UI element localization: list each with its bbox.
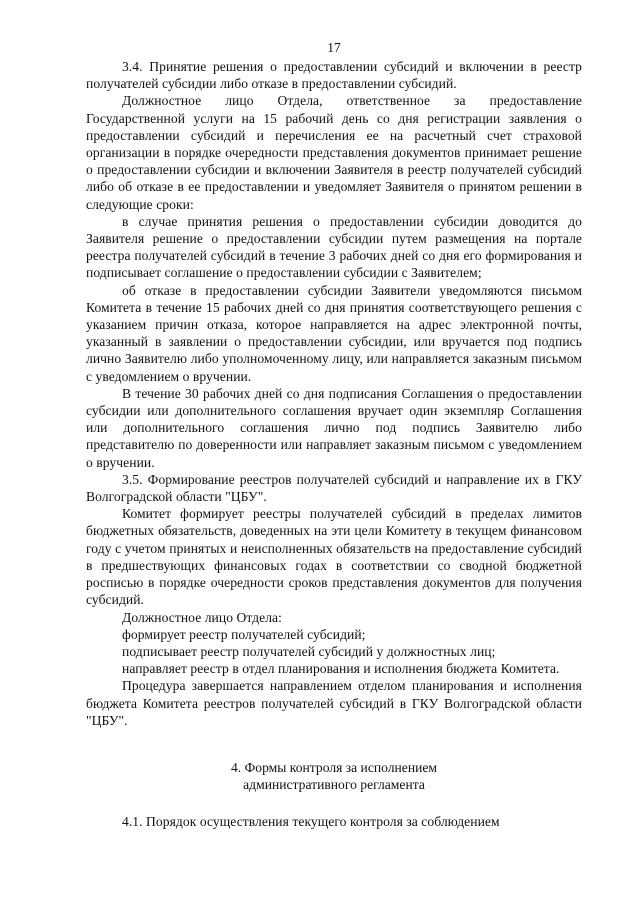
- paragraph-official-decision: Должностное лицо Отдела, ответственное за предоставление Государственной услуги на 15 рабочий день со дня регистрации заявления о предоставлении субсидий и перечисления ее на расчетный счет страховой организации в порядке очередности представления документов принимает решение о предоставлении субсидии и включении Заявителя в реестр получателей субсидий либо об отказе в ее предоставлении и уведомляет Заявителя о принятом решении в следующие сроки:: [86, 93, 582, 212]
- paragraph-signs-register: подписывает реестр получателей субсидий у должностных лиц;: [122, 643, 496, 659]
- section-spacer: [86, 793, 582, 813]
- paragraph-4-1-heading: 4.1. Порядок осуществления текущего контроля за соблюдением: [122, 814, 500, 830]
- paragraph-agreement-delivery: В течение 30 рабочих дней со дня подписания Соглашения о предоставлении субсидии или дополнительного соглашения вручает один экземпляр Соглашения или дополнительного соглашения лично под подпись Заявителю либо представителю по доверенности или направляет заказным письмом с уведомлением о вручении.: [86, 385, 582, 470]
- paragraph-sends-register: направляет реестр в отдел планирования и исполнения бюджета Комитета.: [122, 661, 560, 677]
- paragraph-approval-case: в случае принятия решения о предоставлении субсидии доводится до Заявителя решение о предоставлении субсидии путем размещения на портале реестра получателей субсидий в течение 3 рабочих дней со дня его формирования и подписывает соглашение о предоставлении субсидии с Заявителем;: [86, 213, 582, 281]
- paragraph-3-5-heading: 3.5. Формирование реестров получателей субсидий и направление их в ГКУ Волгоградской области "ЦБУ".: [86, 471, 582, 505]
- paragraph-procedure-completion: Процедура завершается направлением отделом планирования и исполнения бюджета Комитета реестров получателей субсидий в ГКУ Волгоградской области "ЦБУ".: [86, 678, 582, 728]
- page-number: 17: [327, 40, 341, 55]
- paragraph-committee-registers: Комитет формирует реестры получателей субсидий в пределах лимитов бюджетных обязательств, доведенных на эти цели Комитету в текущем финансовом году с учетом принятых и неисполненных обязательств на предоставление субсидий в предшествующих финансовых годах в соответствии со сводной бюджетной росписью в порядке очередности сроков представления документов для получения субсидий.: [86, 506, 582, 608]
- paragraph-refusal-case: об отказе в предоставлении субсидии Заявители уведомляются письмом Комитета в течение 15 рабочих дней со дня принятия соответствующего решения с указанием причин отказа, которое направляется на адрес электронной почты, указанный в заявлении о предоставлении субсидии, или вручается под подпись лично Заявителю либо уполномоченному лицу, или направляется заказным письмом с уведомлением о вручении.: [86, 282, 582, 384]
- section-4-title-line1: 4. Формы контроля за исполнением: [230, 759, 438, 775]
- paragraph-3-4-heading: 3.4. Принятие решения о предоставлении субсидий и включении в реестр получателей субсидии либо отказе в предоставлении субсидий.: [86, 59, 582, 92]
- section-4-title-line2: административного регламента: [243, 777, 425, 793]
- paragraph-forms-register: формирует реестр получателей субсидий;: [122, 626, 366, 642]
- paragraph-official-duties: Должностное лицо Отдела:: [122, 609, 282, 625]
